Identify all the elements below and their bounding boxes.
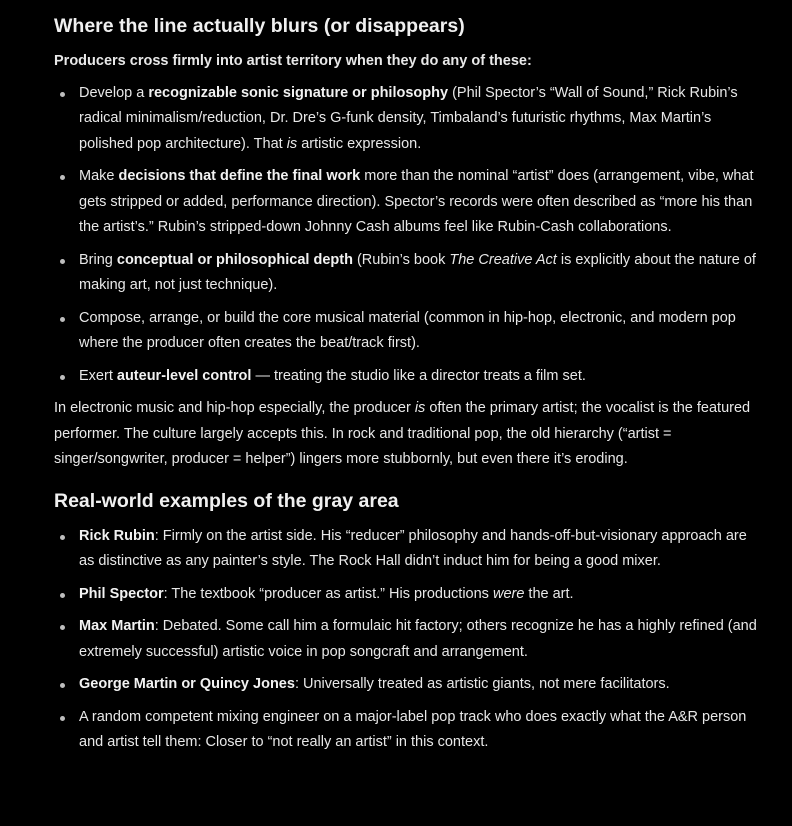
bullet-icon [60,175,65,180]
item-text: — treating the studio like a director treats a film set. [251,367,586,384]
item-text: Make [79,168,119,184]
item-emphasis: conceptual or philosophical depth [116,251,353,268]
item-italic: were [492,585,525,602]
item-text: is explicitly about the nature of making art, not just technique). [79,251,756,293]
item-italic: The Creative Act [449,251,557,268]
item-emphasis: Max Martin [79,618,155,634]
section-heading-examples: Real-world examples of the gray area [54,489,399,512]
list-item [54,81,758,158]
item-text: the art. [524,585,574,602]
item-text: : Firmly on the artist side. His “reducer” philosophy and hands-off-but-visionary approach are as distinctive as any painter’s style. The Rock Hall didn’t induct him for being a good mixer. [79,527,747,569]
bullet-icon [60,259,65,264]
item-text: (Phil Spector’s “Wall of Sound,” Rick Rubin’s radical minimalism/reduction, Dr. Dre’s G-funk density, Timbaland’s futuristic rhythms, Max Martin’s polished pop architecture). That [79,84,738,152]
item-italic: is [286,135,298,152]
bullet-icon [60,317,65,322]
section-heading-blur: Where the line actually blurs (or disappears) [54,15,465,37]
paragraph-text: In electronic music and hip-hop especially, the producer [54,400,415,416]
bullet-icon [60,683,65,688]
lead-paragraph: Producers cross firmly into artist territory when they do any of these: [54,53,532,69]
item-emphasis: recognizable sonic signature or philosophy [148,84,449,101]
chat-response [54,12,758,756]
item-text: Develop a [79,84,149,101]
item-emphasis: auteur-level control [116,367,252,384]
list-item [54,164,758,241]
closing-paragraph [54,396,758,473]
item-emphasis: Rick Rubin [79,527,155,544]
artist-territory-list [54,81,758,390]
bullet-icon [60,535,65,540]
list-item [54,364,758,390]
list-item [54,524,758,575]
item-emphasis: decisions that define the final work [118,168,361,184]
list-item [54,306,758,357]
item-text: : The textbook “producer as artist.” His productions [163,585,493,602]
paragraph-italic: is [414,400,426,416]
item-emphasis: George Martin or Quincy Jones [79,676,295,692]
bullet-icon [60,92,65,97]
item-text: Compose, arrange, or build the core musical material (common in hip-hop, electronic, and modern pop where the producer often creates the beat/track first). [79,309,736,351]
item-text: artistic expression. [297,135,422,152]
item-text: Exert [79,367,117,384]
bullet-icon [60,375,65,380]
item-text: more than the nominal “artist” does (arrangement, vibe, what gets stripped or added, performance direction). Spector’s records were often described as “more his than the artist’s.” Rubin’s stripped-down Johnny Cash albums feel like Rubin-Cash collaborations. [79,168,754,235]
list-item [54,705,758,756]
bullet-icon [60,716,65,721]
item-text: Bring [79,251,117,268]
item-text: : Debated. Some call him a formulaic hit factory; others recognize he has a highly refined (and extremely successful) artistic voice in pop songcraft and arrangement. [79,618,757,660]
examples-list [54,524,758,756]
list-item [54,582,758,608]
bullet-icon [60,625,65,630]
item-text: A random competent mixing engineer on a major-label pop track who does exactly what the A&R person and artist tell them: Closer to “not really an artist” in this context. [79,708,747,750]
bullet-icon [60,593,65,598]
list-item [54,614,758,665]
paragraph-text: often the primary artist; the vocalist is the featured performer. The culture largely accepts this. In rock and traditional pop, the old hierarchy (“artist = singer/songwriter, producer = helper”) lingers more stubbornly, but even there it’s eroding. [54,400,751,467]
list-item [54,248,758,299]
list-item [54,672,758,698]
item-emphasis: Phil Spector [79,585,164,602]
item-text: : Universally treated as artistic giants, not mere facilitators. [294,676,670,692]
item-text: (Rubin’s book [352,251,450,268]
